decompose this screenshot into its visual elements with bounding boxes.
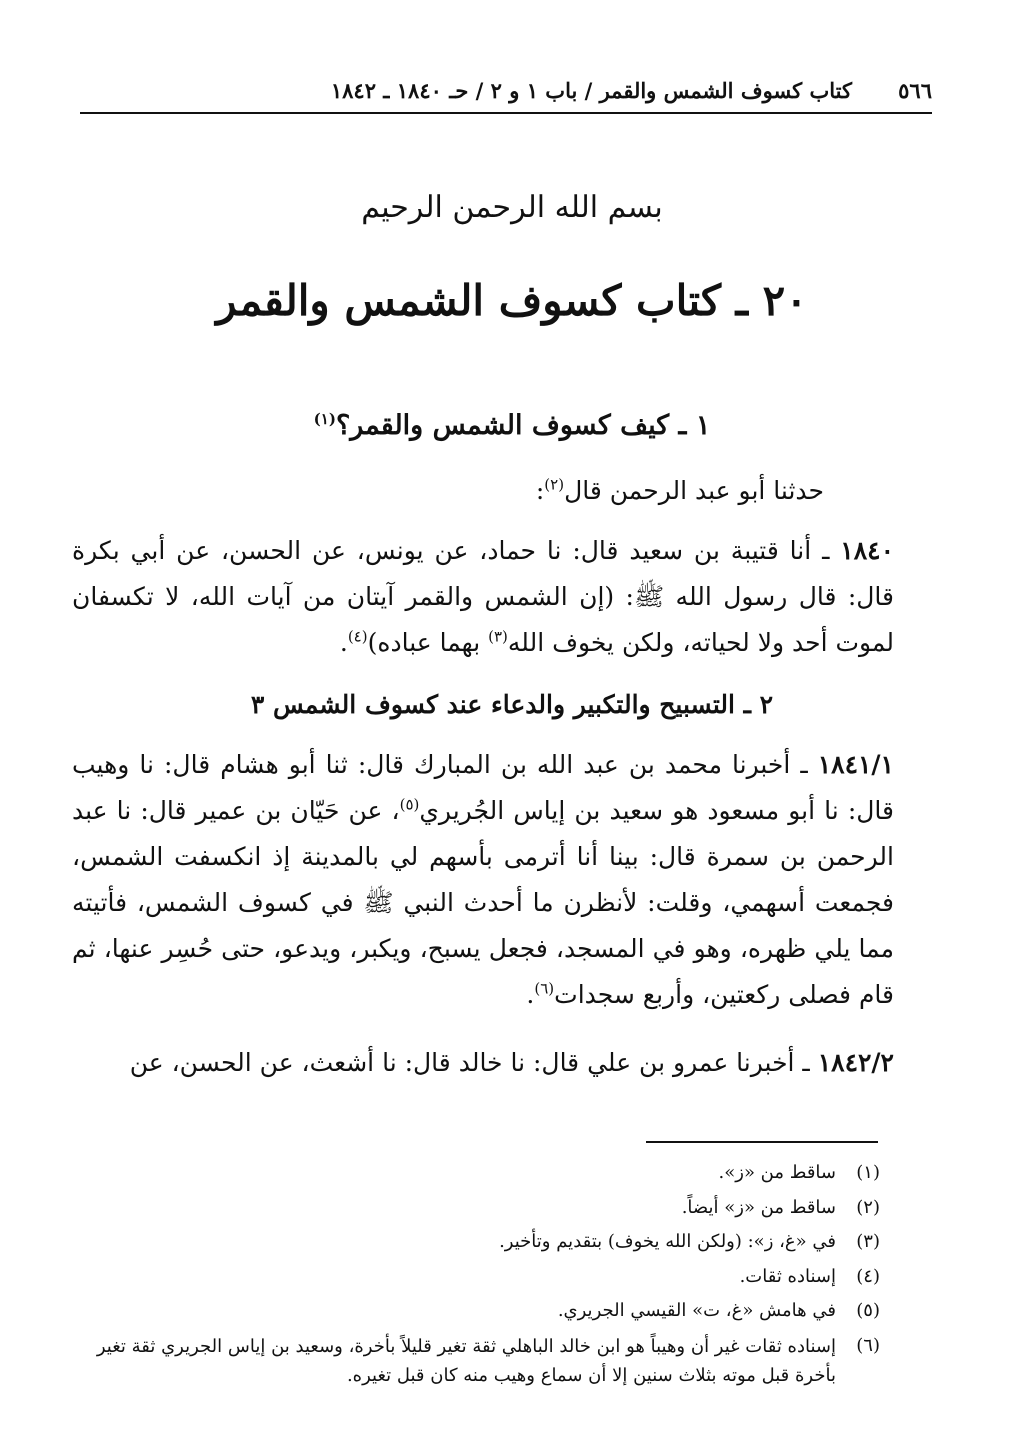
footnote-ref: (٤) (347, 627, 368, 646)
footnote-ref: (٦) (534, 979, 555, 998)
footnote-text: ساقط من «ز» أيضاً. (681, 1196, 836, 1218)
isnad-intro (536, 468, 824, 514)
footnote (72, 1225, 880, 1260)
footnotes (72, 1156, 880, 1390)
footnote (72, 1156, 880, 1191)
hadith-number: ١٨٤٢/٢ (817, 1048, 894, 1077)
footnote-text: في «غ، ز»: (ولكن الله يخوف) بتقديم وتأخير. (499, 1231, 836, 1252)
footnote-text: إسناده ثقات غير أن وهيباً هو ابن خالد الباهلي ثقة تغير قليلاً بأخرة، وسعيد بن إياس الجريري ثقة تغير بأخرة قبل موته بثلاث سنين إلا أن سماع وهيب منه كان قبل تغيره. (96, 1335, 836, 1386)
footnote (72, 1294, 880, 1329)
basmala: بسم الله الرحمن الرحيم (361, 190, 663, 225)
hadith-text: ، عن حَيّان بن عمير قال: نا عبد الرحمن بن سمرة قال: بينا أنا أترمى بأسهم لي بالمدينة إذ انكسفت الشمس، فجمعت أسهمي، وقلت: لأنظرن ما أحدث النبي ﷺ في كسوف الشمس، فأتيته مما يلي ظهره، وهو في المسجد، فجعل يسبح، ويكبر، ويدعو، حتى حُسِر عنها، ثم قام فصلى ركعتين، وأربع سجدات (72, 796, 894, 1009)
chapter-1-heading (0, 410, 1024, 441)
footnote-divider (646, 1141, 878, 1143)
hadith-1842 (72, 1040, 894, 1086)
intro-text: حدثنا أبو عبد الرحمن قال (564, 476, 824, 505)
hadith-text: بهما عباده) (367, 628, 489, 657)
chapter-2-heading: ٢ ـ التسبيح والتكبير والدعاء عند كسوف الشمس ٣ (250, 690, 774, 719)
hadith-text: ـ أخبرنا محمد بن عبد الله بن المبارك قال: ثنا أبو هشام قال: نا وهيب قال: نا أبو مسعود هو سعيد بن إياس الجُريري (72, 750, 894, 825)
footnote-number: (٥) (856, 1300, 880, 1321)
footnote (72, 1260, 880, 1295)
chapter-1-title: ١ ـ كيف كسوف الشمس والقمر؟ (335, 410, 711, 441)
footnote-ref: (١) (313, 410, 336, 428)
hadith-tail: . (339, 628, 348, 657)
footnote-number: (٤) (856, 1265, 880, 1287)
footnote-ref: (٥) (399, 795, 420, 814)
footnote-text: ساقط من «ز». (718, 1162, 836, 1183)
book-title: ٢٠ ـ كتاب كسوف الشمس والقمر (216, 276, 808, 325)
footnote (72, 1329, 880, 1390)
page-number: ٥٦٦ (898, 78, 932, 103)
footnote (72, 1191, 880, 1226)
hadith-1841 (72, 742, 894, 1018)
hadith-tail: . (526, 980, 535, 1009)
running-header-text: كتاب كسوف الشمس والقمر / باب ١ و ٢ / حـ ١٨٤٠ ـ ١٨٤٢ (330, 78, 852, 103)
hadith-number: ١٨٤١/١ (817, 750, 894, 779)
footnote-ref: (٢) (544, 475, 565, 494)
footnote-number: (٦) (856, 1334, 880, 1356)
footnote-number: (١) (856, 1162, 880, 1183)
footnote-ref: (٣) (488, 627, 508, 646)
footnote-text: إسناده ثقات. (739, 1265, 836, 1287)
intro-tail: : (535, 476, 545, 505)
hadith-text: ـ أخبرنا عمرو بن علي قال: نا خالد قال: نا أشعث، عن الحسن، عن (129, 1048, 818, 1077)
hadith-1840 (72, 528, 894, 666)
footnote-text: في هامش «غ، ت» القيسي الجريري. (557, 1300, 836, 1321)
running-header (80, 72, 932, 114)
hadith-number: ١٨٤٠ (840, 536, 894, 565)
footnote-number: (٣) (856, 1231, 880, 1252)
hadith-text: ـ أنا قتيبة بن سعيد قال: نا حماد، عن يونس، عن الحسن، عن أبي بكرة قال: قال رسول الله ﷺ: (إن الشمس والقمر آيتان من آيات الله، لا تكسفان لموت أحد ولا لحياته، ولكن يخوف الله (72, 536, 894, 657)
footnote-number: (٢) (856, 1196, 880, 1218)
